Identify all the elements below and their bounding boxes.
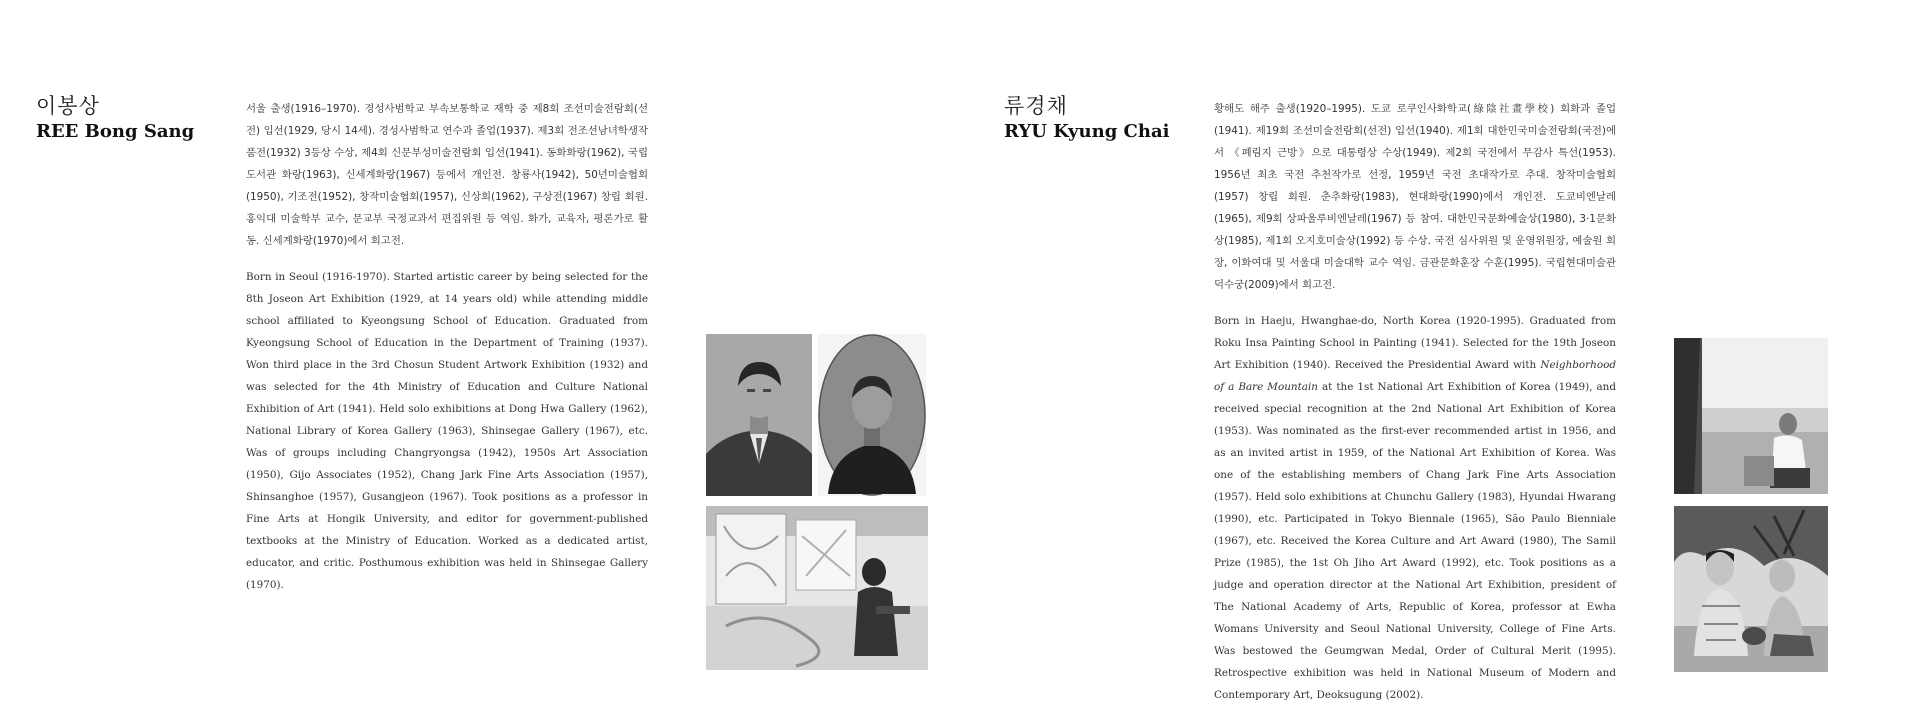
biography-left <box>246 88 648 607</box>
biography-korean: 서울 출생(1916–1970). 경성사범학교 부속보통학교 재학 중 제8회 조선미술전람회(선전) 입선(1929, 당시 14세). 경성사범학교 연수과 졸업(1937). 제3회 전조선남녀학생작품전(1932) 3등상 수상, 제4회 신문부성미술전람회 입선(1941). 동화화랑(1962), 국립도서관 화랑(1963), 신세계화랑(1967) 등에서 개인전. 창룡사(1942), 50년미술협회(1950), 기조전(1952), 창작미술협회(1957), 신상회(1962), 구상전(1967) 창립 회원. 홍익대 미술학부 교수, 문교부 국정교과서 편집위원 등 역임. 화가, 교육자, 평론가로 활동. 신세계화랑(1970)에서 회고전. <box>246 103 648 248</box>
portrait-photo-suit <box>706 334 812 496</box>
biography-english: Born in Seoul (1916-1970). Started artistic career by being selected for the 8th Joseon Art Exhibition (1929, at 14 years old) while attending middle school affiliated to Kyeongsung School of Education. Graduated from Kyeongsung School of Education in the Department of Training (1937). Won third place in the 3rd Chosun Student Artwork Exhibition (1932) and was selected for the 4th Ministry of Education and Culture National Exhibition of Art (1941). Held solo exhibitions at Dong Hwa Gallery (1962), National Library of Korea Gallery (1963), Shinsegae Gallery (1967), etc. Was of groups including Changryongsa (1942), 1950s Art Association (1950), Gijo Associates (1952), Chang Jark Fine Arts Association (1957), Shinsanghoe (1957), Gusangjeon (1967). Took positions as a professor in Fine Arts at Hongik University, and editor for government-published textbooks at the Ministry of Education. Worked as a dedicated artist, educator, and critic. Posthumous exhibition was held in Shinsegae Gallery (1970). <box>246 271 648 592</box>
artwork-title: Neighborhood of a Bare Mountain <box>1214 359 1616 394</box>
portrait-photo-oval <box>818 334 926 496</box>
couple-photo <box>1674 506 1828 672</box>
artist-name-right <box>1004 93 1169 145</box>
biography-english-part-2: at the 1st National Art Exhibition of Korea (1949), and received special recognition at the 2nd National Art Exhibition of Korea (1953). Was nominated as the first-ever recommended artist in 1956, and as an invited artist in 1959, of the National Art Exhibition of Korea. Was one of the establishing members of Chang Jark Fine Arts Association (1957). Held solo exhibitions at Chunchu Gallery (1983), Hyundai Hwarang (1990), etc. Participated in Tokyo Biennale (1965), São Paulo Bienniale (1967), etc. Received the Korea Culture and Art Award (1980), The Samil Prize (1985), the 1st Oh Jiho Art Award (1992), etc. Took positions as a judge and operation director at the National Art Exhibition, president of The National Academy of Arts, Republic of Korea, professor at Ewha Womans University and Seoul National University, College of Fine Arts. Was bestowed the Geumgwan Medal, Order of Cultural Merit (1995). Retrospective exhibition was held in National Museum of Modern and Contemporary Art, Deoksugung (2002). <box>1214 381 1616 702</box>
artist-name-english: RYU Kyung Chai <box>1004 121 1170 142</box>
artist-name-left <box>36 93 194 145</box>
biography-english <box>1214 310 1616 706</box>
biography-korean: 황해도 해주 출생(1920–1995). 도쿄 로쿠인사화학교(綠陰社畫學校) 회화과 졸업(1941). 제19회 조선미술전람회(선전) 입선(1940). 제1회 대한민국미술전람회(국전)에서 《폐림지 근방》으로 대통령상 수상(1949). 제2회 국전에서 무감사 특선(1953). 1956년 최초 국전 추천작가로 선정, 1959년 국전 초대작가로 추대. 창작미술협회(1957) 창립 회원. 춘추화랑(1983), 현대화랑(1990)에서 개인전. 도쿄비엔날레(1965), 제9회 상파울루비엔날레(1967) 등 참여. 대한민국문화예술상(1980), 3·1문화상(1985), 제1회 오지호미술상(1992) 등 수상. 국전 심사위원 및 운영위원장, 예술원 회장, 이화여대 및 서울대 미술대학 교수 역임. 금관문화훈장 수훈(1995). 국립현대미술관 덕수궁(2009)에서 회고전. <box>1214 103 1616 292</box>
biography-english-part-1: Born in Haeju, Hwanghae-do, North Korea (1920-1995). Graduated from Roku Insa Painting School in Painting (1941). Selected for the 19th Joseon Art Exhibition (1940). Received the Presidential Award with <box>1214 315 1616 372</box>
outdoor-seated-photo <box>1674 338 1828 494</box>
artist-name-english: REE Bong Sang <box>36 121 195 142</box>
studio-photo <box>706 506 928 670</box>
biography-right <box>1214 88 1616 717</box>
artist-name-korean: 류경채 <box>1004 94 1068 118</box>
artist-name-korean: 이봉상 <box>36 94 100 118</box>
